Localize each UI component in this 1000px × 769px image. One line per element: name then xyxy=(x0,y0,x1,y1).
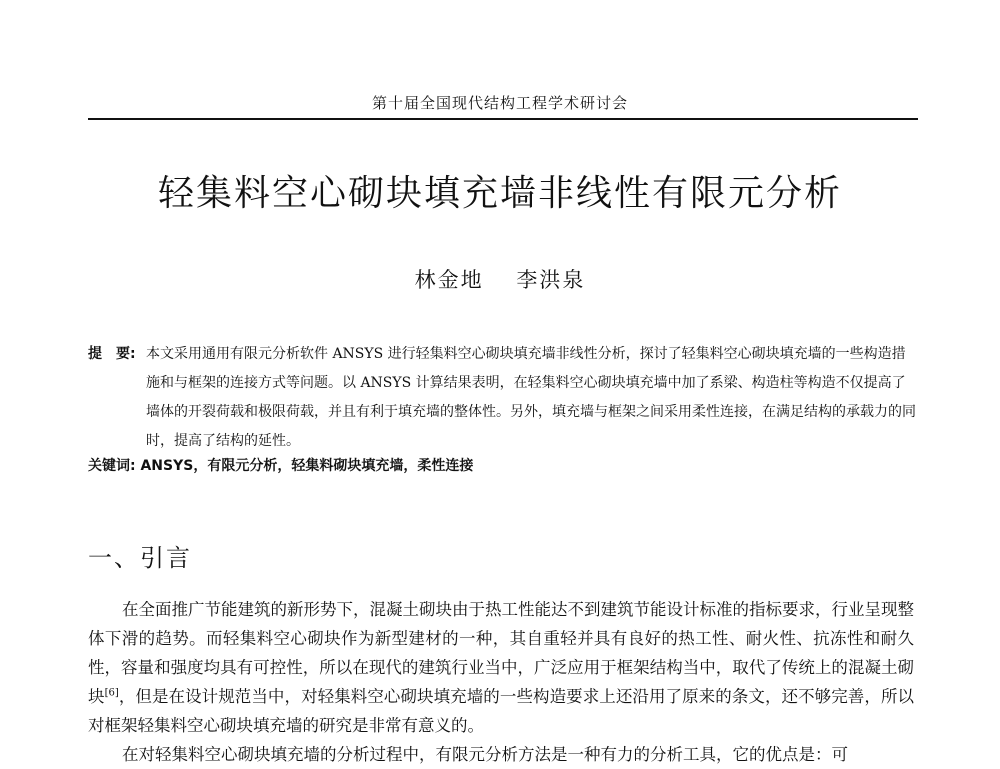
author-list xyxy=(0,264,1000,294)
paragraph-text: 在全面推广节能建筑的新形势下，混凝土砌块由于热工性能达不到建筑节能设计标准的指标要求，行业呈现整体下滑的趋势。而轻集料空心砌块作为新型建材的一种，其自重轻并具有良好的热工性、耐火性、抗冻性和耐久性，容量和强度均具有可控性，所以在现代的建筑行业当中，广泛应用于框架结构当中，取代了传统上的混凝土砌块 xyxy=(88,600,914,706)
body-paragraph xyxy=(88,595,914,740)
abstract-label: 提 要: xyxy=(88,346,136,362)
body-paragraph xyxy=(88,740,914,769)
author-name: 林金地 xyxy=(414,268,484,292)
citation-ref[interactable]: [6] xyxy=(104,687,119,699)
keywords: 关键词: ANSYS，有限元分析，轻集料砌块填充墙，柔性连接 xyxy=(88,458,474,474)
running-header: 第十届全国现代结构工程学术研讨会 xyxy=(371,94,628,112)
paper-title: 轻集料空心砌块填充墙非线性有限元分析 xyxy=(157,173,842,214)
paragraph-text: ，但是在设计规范当中，对轻集料空心砌块填充墙的一些构造要求上还沿用了原来的条文，还不够完善，所以对框架轻集料空心砌块填充墙的研究是非常有意义的。 xyxy=(88,687,915,735)
section-heading: 一、引言 xyxy=(88,544,192,572)
paragraph-text: 在对轻集料空心砌块填充墙的分析过程中，有限元分析方法是一种有力的分析工具，它的优点是：可 xyxy=(122,745,848,764)
author-name: 李洪泉 xyxy=(516,268,586,292)
abstract-text: 本文采用通用有限元分析软件 ANSYS 进行轻集料空心砌块填充墙非线性分析，探讨了轻集料空心砌块填充墙的一些构造措施和与框架的连接方式等问题。以 ANSYS 计算结果表明，在轻集料空心砌块填充墙中加了系梁、构造柱等构造不仅提高了墙体的开裂荷载和极限荷载，并且有利于填充墙的整体性。另外，填充墙与框架之间采用柔性连接，在满足结构的承载力的同时，提高了结构的延性。 xyxy=(146,346,916,449)
header-rule xyxy=(88,118,918,120)
abstract xyxy=(88,340,918,456)
